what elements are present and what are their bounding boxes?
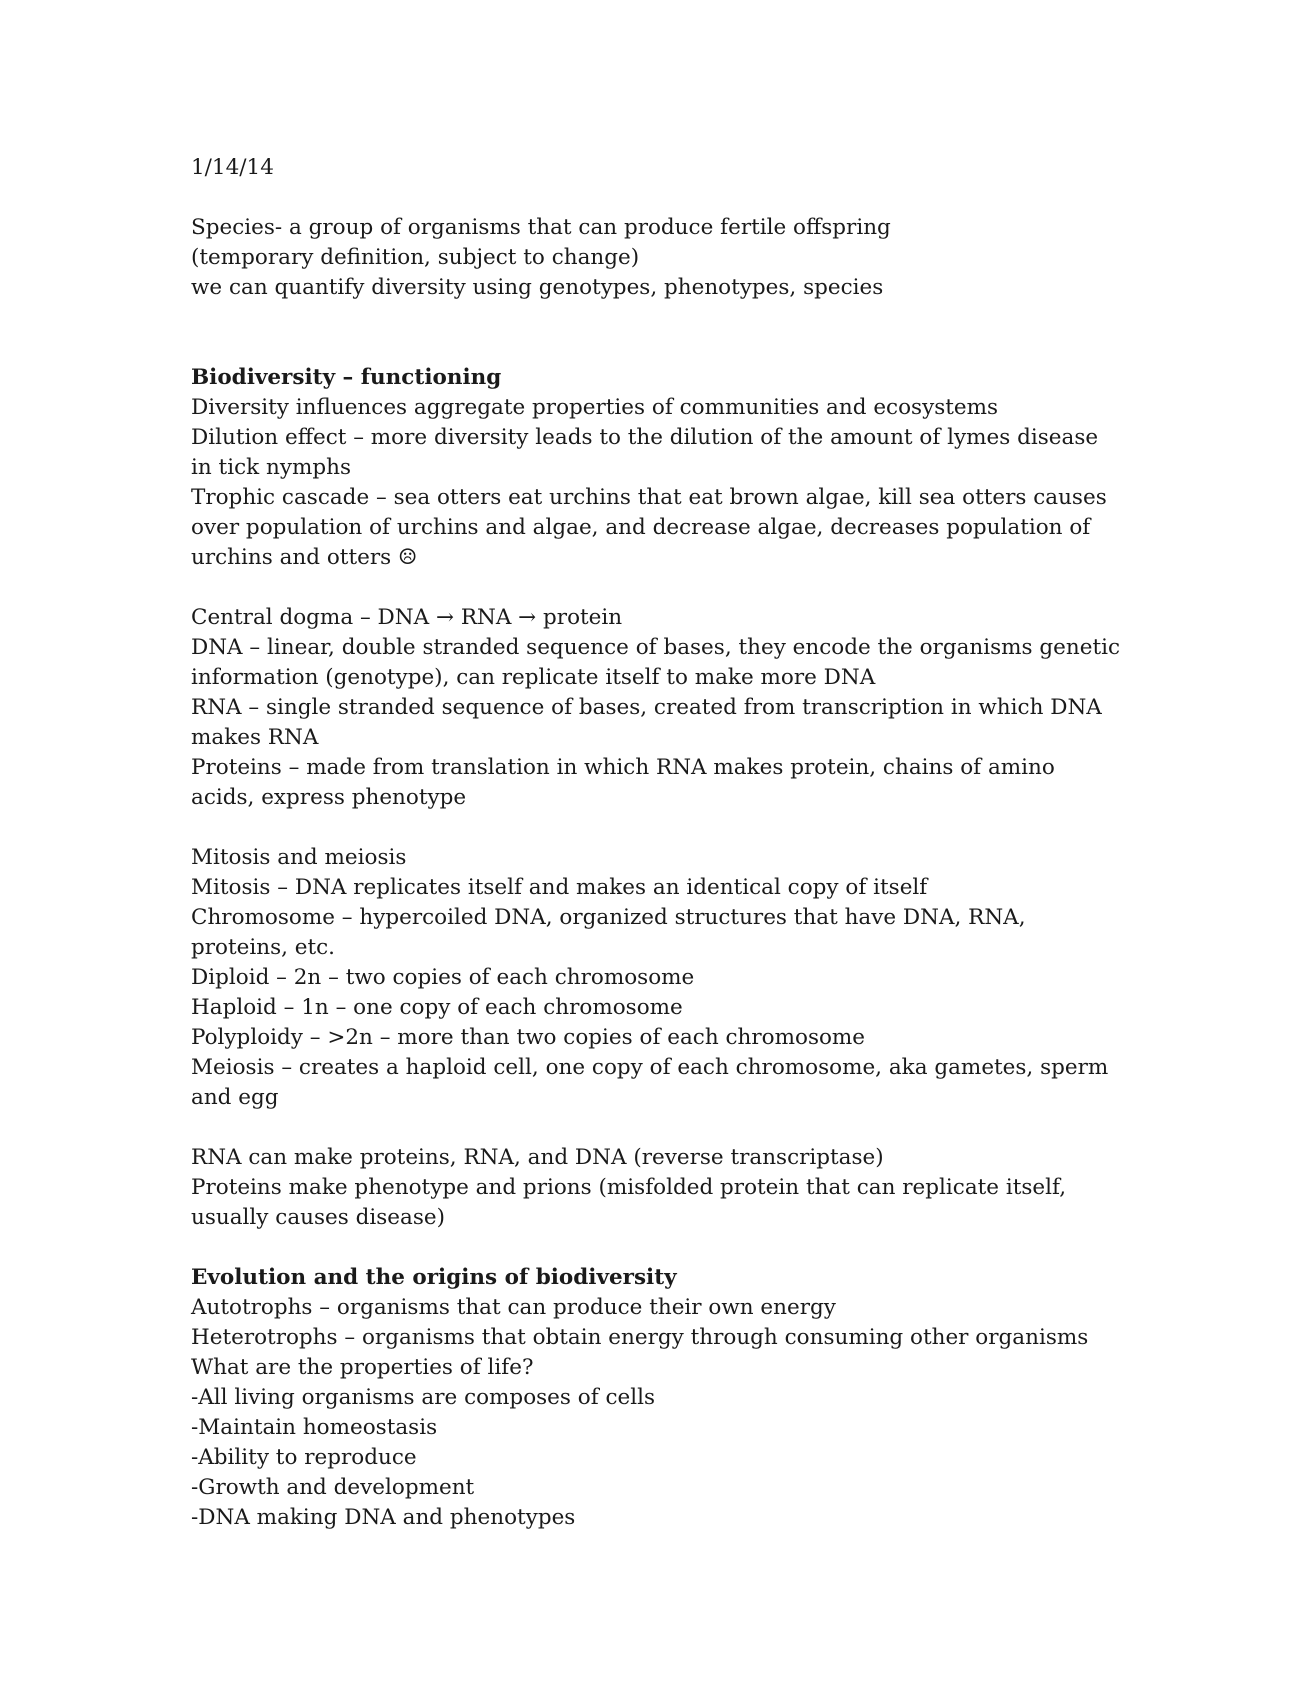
text-line: Central dogma – DNA → RNA → protein [191, 605, 623, 630]
rna-section [191, 1143, 1191, 1233]
text-line: -All living organisms are composes of cells [191, 1385, 656, 1410]
text-line: (temporary definition, subject to change) [191, 245, 640, 270]
text-line: in tick nymphs [191, 455, 352, 480]
text-line: acids, express phenotype [191, 785, 467, 810]
text-line: information (genotype), can replicate itself to make more DNA [191, 665, 876, 690]
text-line: usually causes disease) [191, 1205, 445, 1230]
text-line: Heterotrophs – organisms that obtain energy through consuming other organisms [191, 1325, 1089, 1350]
evolution-section [191, 1263, 1191, 1533]
mitosis-section [191, 843, 1191, 1113]
text-line: RNA can make proteins, RNA, and DNA (reverse transcriptase) [191, 1145, 884, 1170]
spacer [191, 183, 1191, 213]
text-line: Species- a group of organisms that can produce fertile offspring [191, 215, 891, 240]
text-line: Diversity influences aggregate properties of communities and ecosystems [191, 395, 999, 420]
text-line: Trophic cascade – sea otters eat urchins that eat brown algae, kill sea otters causes [191, 485, 1107, 510]
text-line: Proteins – made from translation in which RNA makes protein, chains of amino [191, 755, 1055, 780]
text-line: Diploid – 2n – two copies of each chromosome [191, 965, 695, 990]
date-line: 1/14/14 [191, 155, 274, 180]
text-line: over population of urchins and algae, and decrease algae, decreases population of [191, 515, 1091, 540]
text-line: makes RNA [191, 725, 319, 750]
text-line: -Maintain homeostasis [191, 1415, 438, 1440]
text-line: and egg [191, 1085, 279, 1110]
spacer [191, 1113, 1191, 1143]
central-dogma-section [191, 603, 1191, 813]
intro-section [191, 213, 1191, 303]
spacer [191, 573, 1191, 603]
text-line: -Ability to reproduce [191, 1445, 417, 1470]
text-line: Autotrophs – organisms that can produce their own energy [191, 1295, 836, 1320]
text-line: RNA – single stranded sequence of bases, created from transcription in which DNA [191, 695, 1102, 720]
text-line: -DNA making DNA and phenotypes [191, 1505, 576, 1530]
text-line: urchins and otters ☹ [191, 545, 418, 570]
spacer [191, 303, 1191, 363]
text-line: we can quantify diversity using genotypes, phenotypes, species [191, 275, 884, 300]
text-line: Mitosis – DNA replicates itself and makes an identical copy of itself [191, 875, 928, 900]
spacer [191, 1233, 1191, 1263]
spacer [191, 813, 1191, 843]
section-heading: Biodiversity – functioning [191, 365, 502, 390]
document-page [191, 153, 1191, 1533]
text-line: Polyploidy – >2n – more than two copies of each chromosome [191, 1025, 866, 1050]
biodiversity-section [191, 363, 1191, 573]
section-heading: Evolution and the origins of biodiversity [191, 1265, 677, 1290]
text-line: Haploid – 1n – one copy of each chromosome [191, 995, 683, 1020]
text-line: What are the properties of life? [191, 1355, 534, 1380]
text-line: Proteins make phenotype and prions (misfolded protein that can replicate itself, [191, 1175, 1067, 1200]
text-line: DNA – linear, double stranded sequence of bases, they encode the organisms genetic [191, 635, 1121, 660]
text-line: Chromosome – hypercoiled DNA, organized structures that have DNA, RNA, [191, 905, 1026, 930]
text-line: Mitosis and meiosis [191, 845, 407, 870]
text-line: -Growth and development [191, 1475, 475, 1500]
text-line: proteins, etc. [191, 935, 336, 960]
text-line: Meiosis – creates a haploid cell, one copy of each chromosome, aka gametes, sperm [191, 1055, 1109, 1080]
text-line: Dilution effect – more diversity leads to the dilution of the amount of lymes disease [191, 425, 1099, 450]
